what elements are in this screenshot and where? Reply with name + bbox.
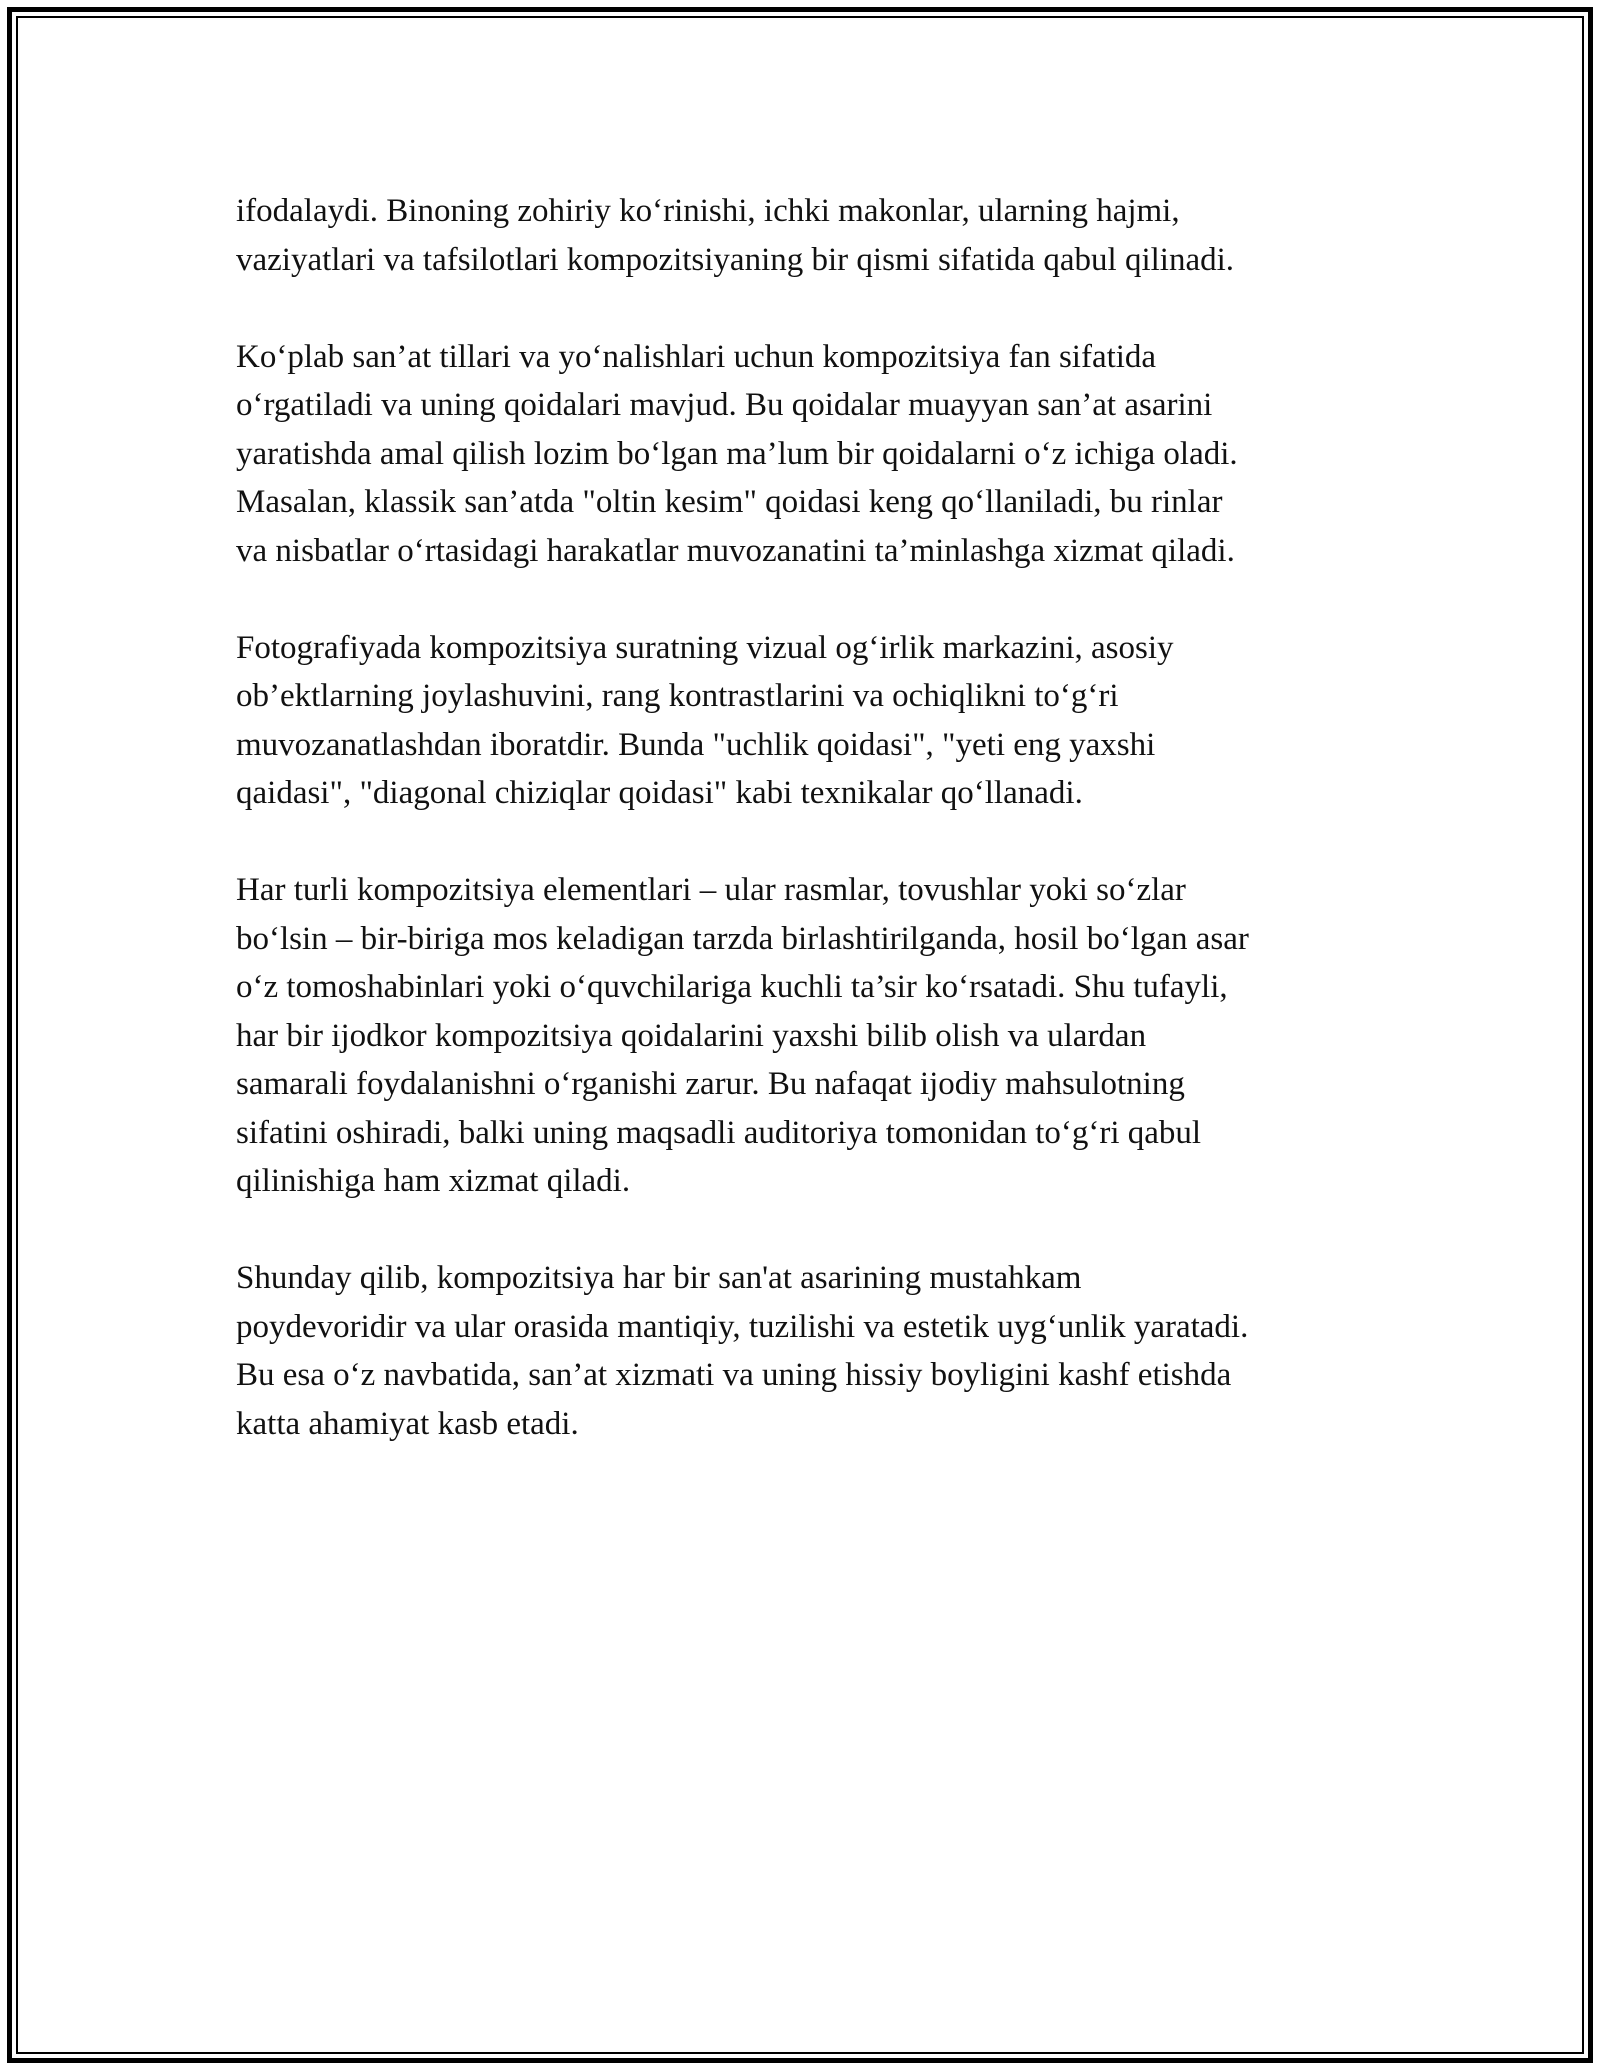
document-body	[236, 187, 1366, 1497]
paragraph: ifodalaydi. Binoning zohiriy ko‘rinishi, ichki makonlar, ularning hajmi, vaziyatlari va tafsilotlari kompozitsiyaning bir qismi sifatida qabul qilinadi.	[236, 193, 1235, 278]
paragraph: Har turli kompozitsiya elementlari – ular rasmlar, tovushlar yoki so‘zlar bo‘lsin – bir-biriga mos keladigan tarzda birlashtirilganda, hosil bo‘lgan asar o‘z tomoshabinlari yoki o‘quvchilariga kuchli ta’sir ko‘rsatadi. Shu tufayli, har bir ijodkor kompozitsiya qoidalarini yaxshi bilib olish va ulardan samarali foydalanishni o‘rganishi zarur. Bu nafaqat ijodiy mahsulotning sifatini oshiradi, balki uning maqsadli auditoriya tomonidan to‘g‘ri qabul qilinishiga ham xizmat qiladi.	[236, 872, 1249, 1199]
paragraph: Shunday qilib, kompozitsiya har bir san'at asarining mustahkam poydevoridir va ular orasida mantiqiy, tuzilishi va estetik uyg‘unlik yaratadi. Bu esa o‘z navbatida, san’at xizmati va uning hissiy boyligini kashf etishda katta ahamiyat kasb etadi.	[236, 1260, 1249, 1442]
paragraph: Fotografiyada kompozitsiya suratning vizual og‘irlik markazini, asosiy ob’ektlarning joylashuvini, rang kontrastlarini va ochiqlikni to‘g‘ri muvozanatlashdan iboratdir. Bunda "uchlik qoidasi", "yeti eng yaxshi qaidasi", "diagonal chiziqlar qoidasi" kabi texnikalar qo‘llanadi.	[236, 629, 1174, 811]
paragraph: Ko‘plab san’at tillari va yo‘nalishlari uchun kompozitsiya fan sifatida o‘rgatiladi va uning qoidalari mavjud. Bu qoidalar muayyan san’at asarini yaratishda amal qilish lozim bo‘lgan ma’lum bir qoidalarni o‘z ichiga oladi. Masalan, klassik san’atda "oltin kesim" qoidasi keng qo‘llaniladi, bu rinlar va nisbatlar o‘rtasidagi harakatlar muvozanatini ta’minlashga xizmat qiladi.	[236, 338, 1238, 569]
